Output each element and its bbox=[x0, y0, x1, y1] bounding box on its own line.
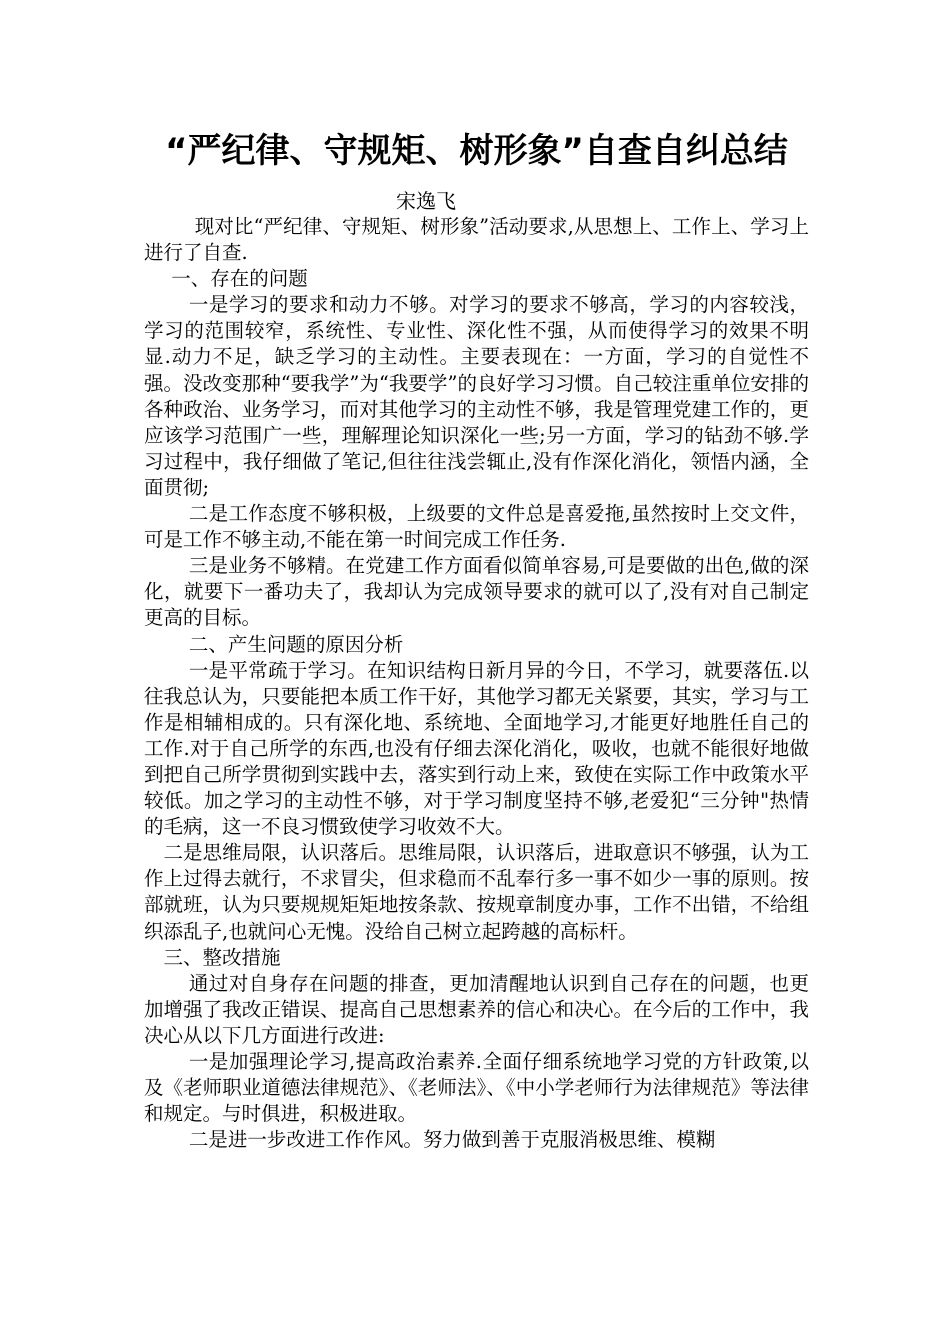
paragraph: 通过对自身存在问题的排查，更加清醒地认识到自己存在的问题，也更加增强了我改正错误、提高自己思想素养的信心和决心。在今后的工作中，我决心从以下几方面进行改进: bbox=[144, 971, 809, 1047]
section-heading-causes: 二、产生问题的原因分析 bbox=[188, 632, 404, 656]
paragraph: 二是思维局限，认识落后。思维局限，认识落后，进取意识不够强，认为工作上过得去就行，不求冒尖，但求稳而不乱奉行多一事不如少一事的原则。按部就班，认为只要规规矩矩地按条款、按规章制度办事，工作不出错，不给组织添乱子,也就问心无愧。没给自己树立起跨越的高标杆。 bbox=[144, 841, 809, 943]
paragraph: 二是工作态度不够积极，上级要的文件总是喜爱拖,虽然按时上交文件，可是工作不够主动,不能在第一时间完成工作任务. bbox=[144, 502, 809, 552]
intro-paragraph: 现对比“严纪律、守规矩、树形象”活动要求,从思想上、工作上、学习上进行了自查. bbox=[144, 215, 809, 265]
paragraph: 二是进一步改进工作作风。努力做到善于克服消极思维、模糊 bbox=[188, 1128, 716, 1152]
document-page bbox=[144, 118, 809, 1153]
paragraph: 一是平常疏于学习。在知识结构日新月异的今日，不学习，就要落伍.以往我总认为，只要能把本质工作干好，其他学习都无关紧要，其实，学习与工作是相辅相成的。只有深化地、系统地、全面地学习,才能更好地胜任自己的工作.对于自己所学的东西,也没有仔细去深化消化，吸收，也就不能很好地做到把自己所学贯彻到实践中去，落实到行动上来，致使在实际工作中政策水平较低。加之学习的主动性不够，对于学习制度坚持不够,老爱犯“三分钟"热情的毛病，这一不良习惯致使学习收效不大。 bbox=[144, 658, 809, 839]
paragraph: 三是业务不够精。在党建工作方面看似简单容易,可是要做的出色,做的深化，就要下一番功夫了，我却认为完成领导要求的就可以了,没有对自己制定更高的目标。 bbox=[144, 554, 809, 630]
document-title: “严纪律、守规矩、树形象”自查自纠总结 bbox=[165, 131, 788, 171]
document-body bbox=[144, 214, 809, 1153]
author-name: 宋逸飞 bbox=[396, 189, 456, 213]
section-heading-measures: 三、整改措施 bbox=[163, 945, 281, 969]
paragraph: 一是加强理论学习,提高政治素养.全面仔细系统地学习党的方针政策,以及《老师职业道德法律规范》、《老师法》、《中小学老师行为法律规范》等法律和规定。与时俱进，积极进取。 bbox=[144, 1050, 809, 1126]
paragraph: 一是学习的要求和动力不够。对学习的要求不够高，学习的内容较浅，学习的范围较窄，系统性、专业性、深化性不强，从而使得学习的效果不明显.动力不足，缺乏学习的主动性。主要表现在：一方面，学习的自觉性不强。没改变那种“要我学”为“我要学”的良好学习习惯。自己较注重单位安排的各种政治、业务学习，而对其他学习的主动性不够，我是管理党建工作的，更应该学习范围广一些，理解理论知识深化一些;另一方面，学习的钻劲不够.学习过程中，我仔细做了笔记,但往往浅尝辄止,没有作深化消化，领悟内涵，全面贯彻; bbox=[144, 293, 809, 499]
section-heading-problems: 一、存在的问题 bbox=[171, 267, 308, 291]
